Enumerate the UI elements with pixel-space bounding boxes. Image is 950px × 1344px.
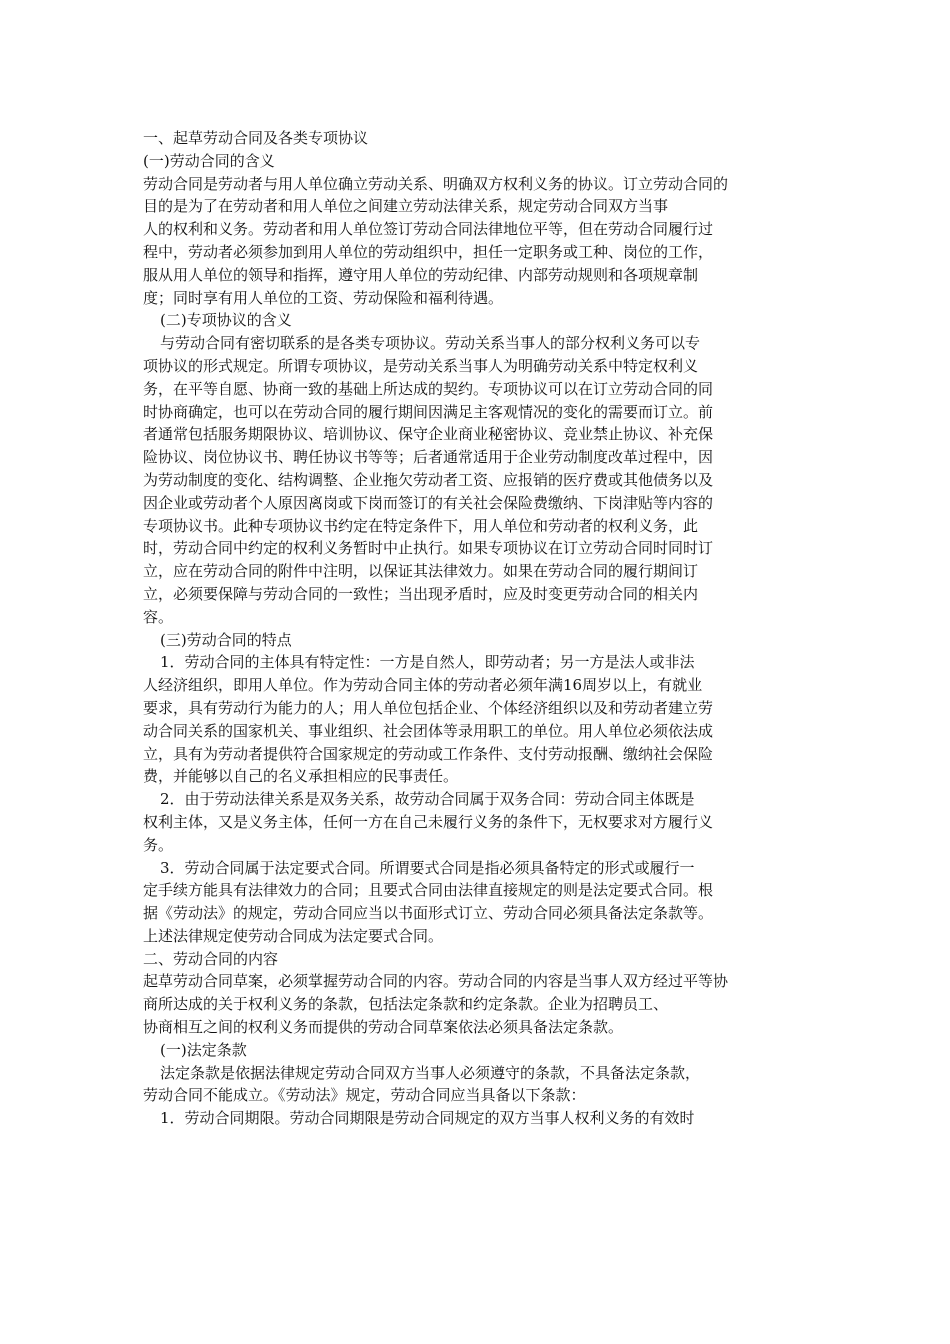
text-line: 险协议、岗位协议书、聘任协议书等等；后者通常适用于企业劳动制度改革过程中，因 bbox=[143, 448, 714, 467]
text-line: 人的权利和义务。劳动者和用人单位签订劳动合同法律地位平等，但在劳动合同履行过 bbox=[143, 220, 714, 239]
text-line: 服从用人单位的领导和指挥，遵守用人单位的劳动纪律、内部劳动规则和各项规章制 bbox=[143, 265, 699, 284]
text-line: 时，劳动合同中约定的权利义务暂时中止执行。如果专项协议在订立劳动合同时同时订 bbox=[143, 539, 714, 558]
text-line: 1．劳动合同的主体具有特定性：一方是自然人，即劳动者；另一方是法人或非法 bbox=[160, 653, 695, 672]
text-line: 务。 bbox=[143, 835, 174, 854]
text-line: 因企业或劳动者个人原因离岗或下岗而签订的有关社会保险费缴纳、下岗津贴等内容的 bbox=[143, 493, 714, 512]
text-line: 与劳动合同有密切联系的是各类专项协议。劳动关系当事人的部分权利义务可以专 bbox=[160, 334, 701, 353]
text-line: 动合同关系的国家机关、事业组织、社会团体等录用职工的单位。用人单位必须依法成 bbox=[143, 721, 714, 740]
text-line: 权利主体，又是义务主体，任何一方在自己未履行义务的条件下，无权要求对方履行义 bbox=[143, 812, 714, 831]
text-line: 3．劳动合同属于法定要式合同。所谓要式合同是指必须具备特定的形式或履行一 bbox=[160, 858, 695, 877]
text-line: 劳动合同不能成立。《劳动法》规定，劳动合同应当具备以下条款： bbox=[143, 1086, 586, 1105]
text-line: 度；同时享有用人单位的工资、劳动保险和福利待遇。 bbox=[143, 288, 504, 307]
text-line: 定手续方能具有法律效力的合同；且要式合同由法律直接规定的则是法定要式合同。根 bbox=[143, 881, 714, 900]
text-line: 要求，具有劳动行为能力的人；用人单位包括企业、个体经济组织以及和劳动者建立劳 bbox=[143, 698, 714, 717]
text-line: 程中，劳动者必须参加到用人单位的劳动组织中，担任一定职务或工种、岗位的工作， bbox=[143, 242, 714, 261]
text-line: 立，应在劳动合同的附件中注明，以保证其法律效力。如果在劳动合同的履行期间订 bbox=[143, 562, 699, 581]
text-line: 立，具有为劳动者提供符合国家规定的劳动或工作条件、支付劳动报酬、缴纳社会保险 bbox=[143, 744, 714, 763]
text-line: 法定条款是依据法律规定劳动合同双方当事人必须遵守的条款，不具备法定条款， bbox=[160, 1063, 701, 1082]
text-line: 为劳动制度的变化、结构调整、企业拖欠劳动者工资、应报销的医疗费或其他债务以及 bbox=[143, 470, 714, 489]
text-line: (二)专项协议的含义 bbox=[160, 311, 292, 330]
text-line: 人经济组织，即用人单位。作为劳动合同主体的劳动者必须年满16周岁以上，有就业 bbox=[143, 676, 703, 695]
text-line: 容。 bbox=[143, 607, 174, 626]
text-line: 项协议的形式规定。所谓专项协议，是劳动关系当事人为明确劳动关系中特定权利义 bbox=[143, 356, 699, 375]
text-line: 劳动合同是劳动者与用人单位确立劳动关系、明确双方权利义务的协议。订立劳动合同的 bbox=[143, 174, 729, 193]
text-line: 专项协议书。此种专项协议书约定在特定条件下，用人单位和劳动者的权利义务，此 bbox=[143, 516, 699, 535]
text-line: (一)劳动合同的含义 bbox=[143, 151, 275, 170]
document-body bbox=[143, 127, 823, 1130]
text-line: 1．劳动合同期限。劳动合同期限是劳动合同规定的双方当事人权利义务的有效时 bbox=[160, 1109, 695, 1128]
text-line: 商所达成的关于权利义务的条款，包括法定条款和约定条款。企业为招聘员工、 bbox=[143, 995, 669, 1014]
text-line: 二、劳动合同的内容 bbox=[143, 949, 279, 968]
text-line: 立，必须要保障与劳动合同的一致性；当出现矛盾时，应及时变更劳动合同的相关内 bbox=[143, 584, 699, 603]
text-line: (一)法定条款 bbox=[160, 1040, 247, 1059]
text-line: (三)劳动合同的特点 bbox=[160, 630, 292, 649]
text-line: 据《劳动法》的规定，劳动合同应当以书面形式订立、劳动合同必须具备法定条款等。 bbox=[143, 904, 714, 923]
text-line: 费，并能够以自己的名义承担相应的民事责任。 bbox=[143, 767, 459, 786]
text-line: 时协商确定，也可以在劳动合同的履行期间因满足主客观情况的变化的需要而订立。前 bbox=[143, 402, 714, 421]
text-line: 上述法律规定使劳动合同成为法定要式合同。 bbox=[143, 926, 444, 945]
text-line: 目的是为了在劳动者和用人单位之间建立劳动法律关系，规定劳动合同双方当事 bbox=[143, 197, 669, 216]
text-line: 2．由于劳动法律关系是双务关系，故劳动合同属于双务合同：劳动合同主体既是 bbox=[160, 790, 695, 809]
text-line: 协商相互之间的权利义务而提供的劳动合同草案依法必须具备法定条款。 bbox=[143, 1018, 624, 1037]
text-line: 务，在平等自愿、协商一致的基础上所达成的契约。专项协议可以在订立劳动合同的同 bbox=[143, 379, 714, 398]
text-line: 者通常包括服务期限协议、培训协议、保守企业商业秘密协议、竞业禁止协议、补充保 bbox=[143, 425, 714, 444]
text-line: 起草劳动合同草案，必须掌握劳动合同的内容。劳动合同的内容是当事人双方经过平等协 bbox=[143, 972, 729, 991]
text-line: 一、起草劳动合同及各类专项协议 bbox=[143, 129, 369, 147]
